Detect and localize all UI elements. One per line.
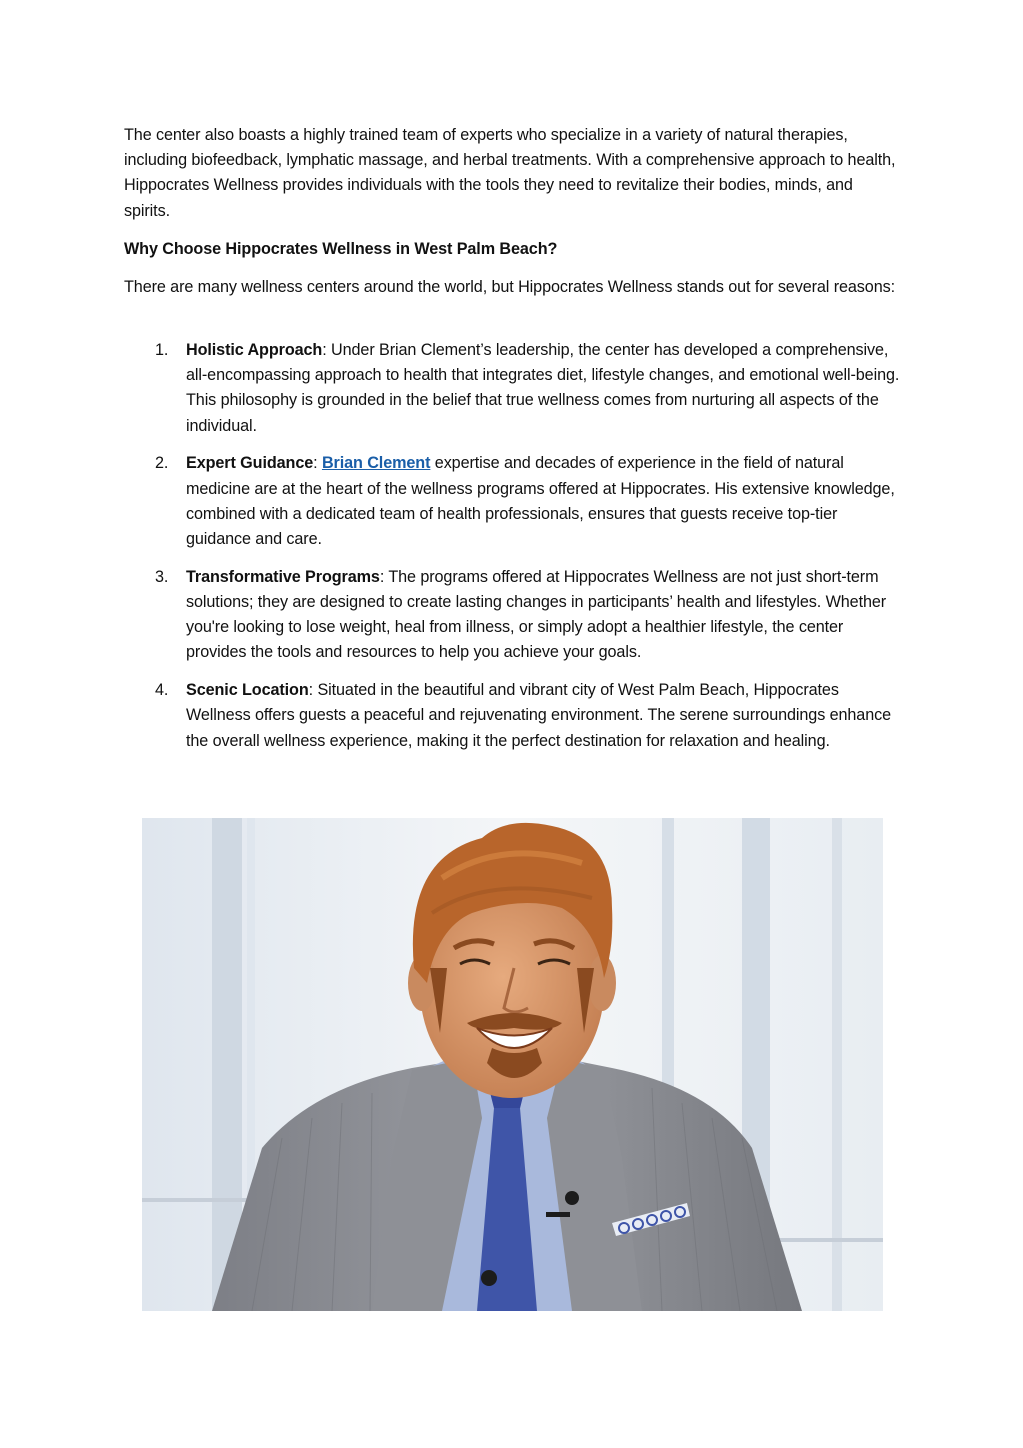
portrait-illustration (142, 818, 883, 1311)
item-body: The programs offered at Hippocrates Wellness are not just short-term solutions; they are designed to create lasting changes in participants’ health and lifestyles. Whether you're looking to lose weight, heal from illness, or simply adopt a healthier lifestyle, the center provides the tools and resources to help you achieve your goals. (186, 567, 887, 662)
brian-clement-link[interactable]: Brian Clement (321, 454, 431, 473)
portrait-photo (142, 818, 883, 1311)
section-heading: Why Choose Hippocrates Wellness in West Palm Beach? (124, 240, 558, 258)
item-body: expertise and decades of experience in the field of natural medicine are at the heart of the wellness programs offered at Hippocrates. His extensive knowledge, combined with a dedicated team of health professionals, ensures that guests receive top-tier guidance and care. (186, 454, 895, 549)
list-item (124, 565, 900, 666)
item-separator: : (308, 681, 318, 700)
list-number: 3. (155, 567, 169, 586)
list-number: 2. (155, 454, 169, 473)
list-item (124, 451, 900, 552)
list-number: 1. (155, 341, 169, 359)
item-separator: : (379, 567, 389, 586)
lead-paragraph: There are many wellness centers around the world, but Hippocrates Wellness stands out for several reasons: (124, 278, 895, 296)
list-number: 4. (155, 681, 169, 700)
reasons-list (124, 338, 900, 766)
item-title: Holistic Approach (186, 341, 323, 359)
microphone-icon (481, 1270, 497, 1286)
microphone-icon (565, 1191, 579, 1205)
item-body: Situated in the beautiful and vibrant city of West Palm Beach, Hippocrates Wellness offers guests a peaceful and rejuvenating environment. The serene surroundings enhance the overall wellness experience, making it the perfect destination for relaxation and healing. (186, 681, 892, 750)
item-title: Transformative Programs (186, 567, 380, 586)
item-separator: : (313, 454, 322, 473)
item-body: Under Brian Clement’s leadership, the center has developed a comprehensive, all-encompassing approach to health that integrates diet, lifestyle changes, and emotional well-being. This philosophy is grounded in the belief that true wellness comes from nurturing all aspects of the individual. (186, 341, 900, 435)
intro-paragraph: The center also boasts a highly trained team of experts who specialize in a variety of natural therapies, including biofeedback, lymphatic massage, and herbal treatments. With a comprehensive approach to health, Hippocrates Wellness provides individuals with the tools they need to revitalize their bodies, minds, and spirits. (124, 126, 896, 220)
item-separator: : (322, 341, 332, 359)
item-title: Scenic Location (186, 681, 309, 700)
item-title: Expert Guidance (186, 454, 314, 473)
list-item (124, 678, 900, 754)
list-item (124, 338, 900, 439)
